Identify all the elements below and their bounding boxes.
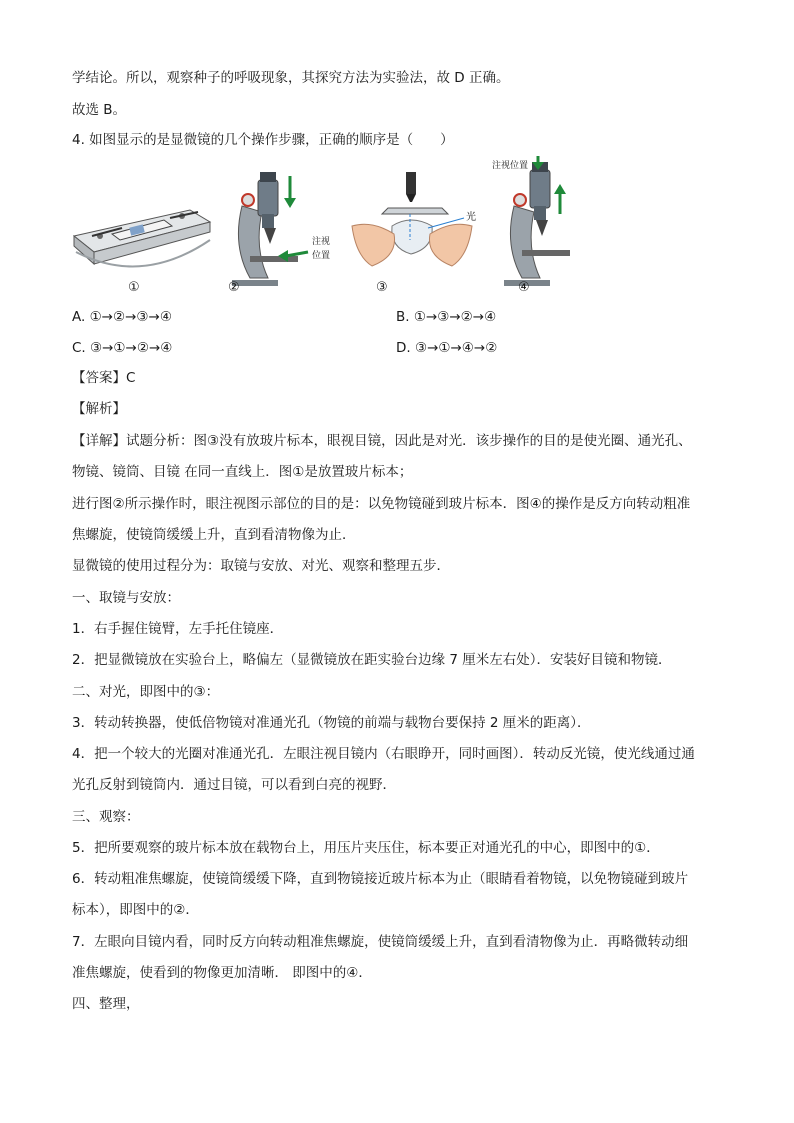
watch-position-label: 注视位置	[492, 161, 529, 171]
watch-position-label: 位置	[312, 251, 331, 261]
text-line: 准焦螺旋，使看到的物像更加清晰． 即图中的④．	[72, 965, 372, 981]
text-line: 标本），即图中的②．	[72, 902, 199, 918]
analysis-heading: 【解析】	[72, 401, 126, 417]
text-line: 5．把所要观察的玻片标本放在载物台上，用压片夹压住，标本要正对通光孔的中心，即图中的①．	[72, 840, 660, 856]
step4-microscope-raising	[504, 156, 570, 286]
text-line: 进行图②所示操作时，眼注视图示部位的目的是：以免物镜碰到玻片标本．图④的操作是反方向转动粗准	[72, 496, 691, 512]
text-line: 故选 B。	[72, 102, 127, 118]
text-line: 7．左眼向目镜内看，同时反方向转动粗准焦螺旋，使镜筒缓缓上升，直到看清物像为止．再略微转动细	[72, 934, 689, 950]
figure-label-2: ②	[228, 280, 240, 295]
text-line: 1．右手握住镜臂，左手托住镜座．	[72, 621, 284, 637]
step2-microscope-lowering	[232, 172, 308, 286]
section-heading: 四、整理，	[72, 996, 140, 1012]
text-line: 显微镜的使用过程分为：取镜与安放、对光、观察和整理五步．	[72, 558, 450, 574]
text-line: 【详解】试题分析：图③没有放玻片标本，眼视目镜，因此是对光．该步操作的目的是使光圈、通光孔、	[72, 433, 692, 449]
figure-label-4: ④	[518, 280, 530, 295]
option-d: D. ③→①→④→②	[396, 340, 498, 356]
answer-line: 【答案】C	[72, 370, 136, 386]
text-line: 3．转动转换器，使低倍物镜对准通光孔（物镜的前端与载物台要保持 2 厘米的距离）．	[72, 715, 591, 731]
watch-position-label: 注视	[312, 237, 331, 247]
step3-hands-adjusting-mirror	[352, 172, 472, 266]
text-line: 2．把显微镜放在实验台上，略偏左（显微镜放在距实验台边缘 7 厘米左右处）．安装好目镜和物镜．	[72, 652, 672, 668]
option-b: B. ①→③→②→④	[396, 309, 497, 325]
text-line: 物镜、镜筒、目镜 在同一直线上．图①是放置玻片标本；	[72, 464, 413, 480]
option-a: A. ①→②→③→④	[72, 309, 172, 325]
text-line: 6．转动粗准焦螺旋，使镜筒缓缓下降，直到物镜接近玻片标本为止（眼睛看着物镜，以免物镜碰到玻片	[72, 871, 689, 887]
microscope-illustration	[72, 156, 582, 298]
question-4: 4. 如图显示的是显微镜的几个操作步骤，正确的顺序是（ ）	[72, 132, 454, 148]
microscope-steps-figure	[72, 156, 582, 298]
figure-label-3: ③	[376, 280, 388, 295]
figure-label-1: ①	[128, 280, 140, 295]
step1-stage-with-slide	[74, 210, 210, 266]
text-line: 光孔反射到镜筒内．通过目镜，可以看到白亮的视野．	[72, 777, 396, 793]
option-c: C. ③→①→②→④	[72, 340, 173, 356]
section-heading: 二、对光，即图中的③：	[72, 684, 220, 700]
section-heading: 一、取镜与安放：	[72, 590, 180, 606]
text-line: 学结论。所以，观察种子的呼吸现象，其探究方法为实验法，故 D 正确。	[72, 70, 510, 86]
light-label: 光	[466, 212, 476, 223]
text-line: 焦螺旋，使镜筒缓缓上升，直到看清物像为止．	[72, 527, 356, 543]
text-line: 4．把一个较大的光圈对准通光孔．左眼注视目镜内（右眼睁开，同时画图）．转动反光镜，使光线通过通	[72, 746, 695, 762]
section-heading: 三、观察：	[72, 809, 140, 825]
